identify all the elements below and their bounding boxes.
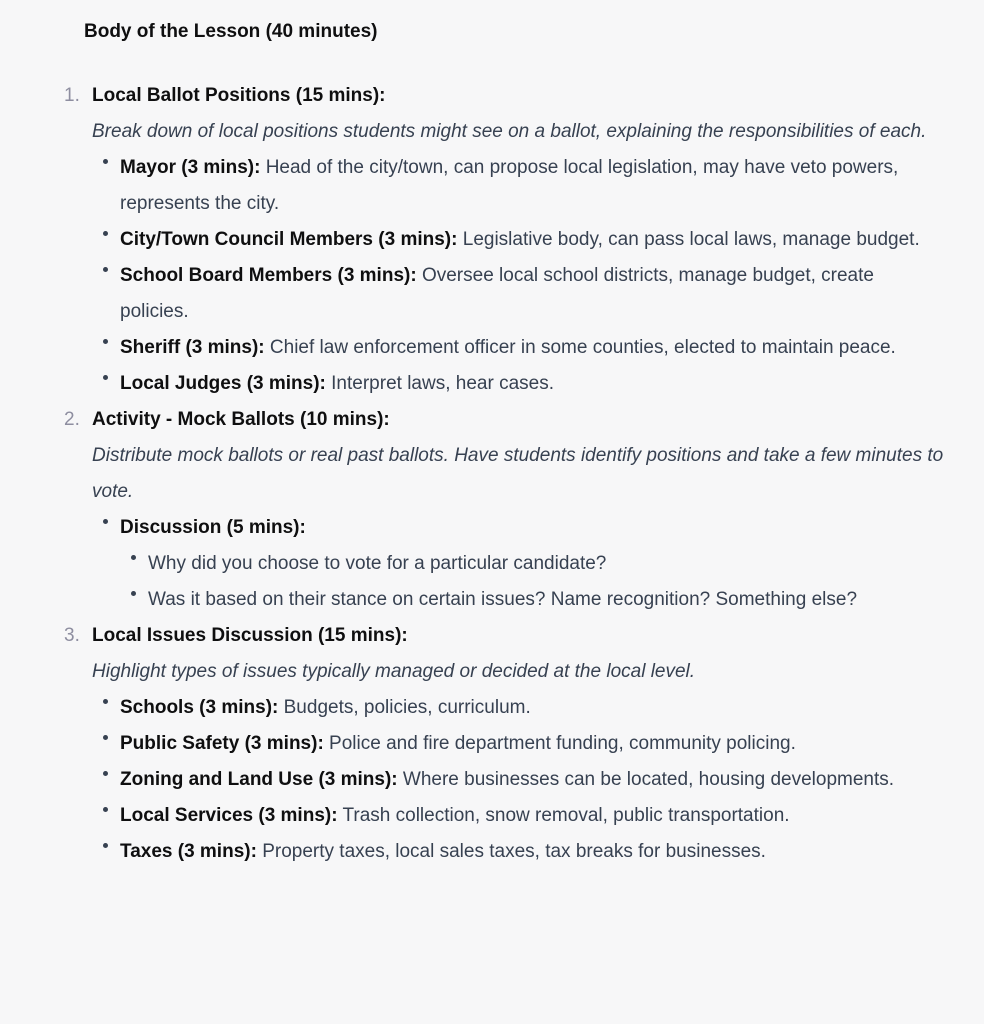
section-mock-ballots	[40, 402, 944, 618]
list-item	[120, 258, 944, 330]
item-label: Local Judges (3 mins):	[120, 373, 326, 394]
section-description: Distribute mock ballots or real past ballots. Have students identify positions and take a few minutes to vote.	[92, 445, 944, 502]
section-local-issues	[40, 618, 944, 870]
item-label: Discussion (5 mins):	[120, 517, 306, 538]
item-text: Property taxes, local sales taxes, tax breaks for businesses.	[256, 841, 766, 862]
item-label: Sheriff (3 mins):	[120, 337, 265, 358]
activity-list	[92, 510, 944, 618]
list-item	[120, 834, 944, 870]
item-text: Legislative body, can pass local laws, manage budget.	[457, 229, 920, 250]
item-label: Public Safety (3 mins):	[120, 733, 324, 754]
item-text: Oversee local school districts, manage budget, create policies.	[120, 265, 874, 322]
section-description: Break down of local positions students might see on a ballot, explaining the responsibilities of each.	[92, 121, 927, 142]
list-item	[120, 150, 944, 222]
section-local-ballot-positions	[40, 78, 944, 402]
list-item	[120, 366, 944, 402]
section-title: Local Issues Discussion (15 mins):	[92, 625, 408, 646]
issue-list	[92, 690, 944, 870]
item-label: Taxes (3 mins):	[120, 841, 257, 862]
item-label: Mayor (3 mins):	[120, 157, 261, 178]
section-title: Activity - Mock Ballots (10 mins):	[92, 409, 390, 430]
discussion-question-list	[120, 546, 944, 618]
lesson-heading: Body of the Lesson (40 minutes)	[84, 21, 378, 42]
list-item	[120, 222, 944, 258]
item-label: Local Services (3 mins):	[120, 805, 338, 826]
section-number: 1.	[64, 85, 80, 106]
list-item	[120, 762, 944, 798]
list-item	[120, 726, 944, 762]
list-item	[120, 330, 944, 366]
discussion-question: Why did you choose to vote for a particular candidate?	[148, 553, 607, 574]
position-list	[92, 150, 944, 402]
section-title: Local Ballot Positions (15 mins):	[92, 85, 386, 106]
list-item	[120, 510, 944, 618]
item-text: Police and fire department funding, community policing.	[323, 733, 796, 754]
list-item	[120, 690, 944, 726]
discussion-question: Was it based on their stance on certain issues? Name recognition? Something else?	[148, 589, 858, 610]
item-label: Zoning and Land Use (3 mins):	[120, 769, 398, 790]
section-number: 2.	[64, 409, 80, 430]
item-text: Trash collection, snow removal, public transportation.	[337, 805, 790, 826]
list-item	[120, 798, 944, 834]
item-text: Where businesses can be located, housing developments.	[397, 769, 895, 790]
item-label: School Board Members (3 mins):	[120, 265, 417, 286]
item-text: Chief law enforcement officer in some counties, elected to maintain peace.	[264, 337, 896, 358]
list-item	[148, 582, 944, 618]
item-text: Interpret laws, hear cases.	[325, 373, 554, 394]
item-label: City/Town Council Members (3 mins):	[120, 229, 458, 250]
item-label: Schools (3 mins):	[120, 697, 279, 718]
list-item	[148, 546, 944, 582]
item-text: Head of the city/town, can propose local legislation, may have veto powers, represents the city.	[120, 157, 899, 214]
section-number: 3.	[64, 625, 80, 646]
item-text: Budgets, policies, curriculum.	[278, 697, 531, 718]
section-description: Highlight types of issues typically managed or decided at the local level.	[92, 661, 696, 682]
